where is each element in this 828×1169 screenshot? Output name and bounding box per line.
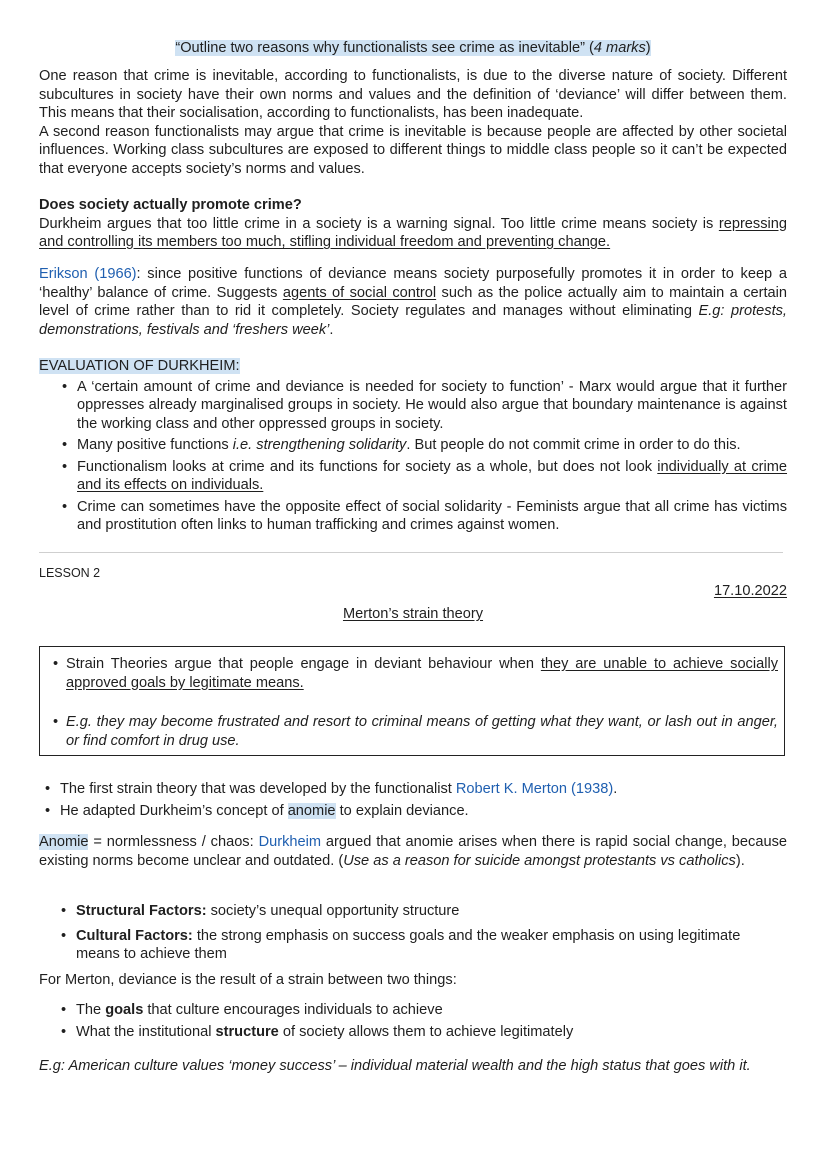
merton-citation: Robert K. Merton (1938) bbox=[455, 781, 614, 797]
list-item: • What the institutional structure of society allows them to achieve legitimately bbox=[61, 1023, 574, 1040]
erikson-paragraph: Erikson (1966): since positive functions of deviance means society purposefully promotes it in order to keep a ‘healthy’ balance of crime. Suggests agents of social control such as the police actually aim to maintain a certain level of crime rather than to rid it completely. Society regulates and manages without eliminating E.g: protests, demonstrations, festivals and ‘freshers week’. bbox=[39, 266, 787, 338]
lesson-label: LESSON 2 bbox=[39, 566, 101, 580]
list-item: • Cultural Factors: the strong emphasis on success goals and the weaker emphasis on using legitimate means to achieve them bbox=[61, 927, 741, 962]
promote-section bbox=[39, 196, 787, 252]
evaluation-section bbox=[39, 357, 787, 535]
erikson-section bbox=[39, 265, 787, 339]
promote-text: Durkheim argues that too little crime in a society is a warning signal. Too little crime means society is repressing and controlling its members too much, stifling individual freedom and preventing change. bbox=[39, 215, 787, 250]
strain-intro: For Merton, deviance is the result of a strain between two things: bbox=[39, 972, 457, 988]
list-item: • Structural Factors: society’s unequal opportunity structure bbox=[61, 903, 460, 919]
example-text: E.g: American culture values ‘money success’ – individual material wealth and the high status that goes with it. bbox=[39, 1058, 751, 1074]
list-item: • Strain Theories argue that people engage in deviant behaviour when they are unable to achieve socially approved goals by legitimate means. bbox=[53, 656, 778, 691]
strain-definition-box bbox=[39, 646, 785, 756]
lesson-title: Merton’s strain theory bbox=[342, 606, 484, 622]
answer-paragraph-2: A second reason functionalists may argue that crime is inevitable is because people are affected by other societal influences. Working class subcultures are exposed to different things to middle class people so it can’t be expected that everyone accepts society’s norms and values. bbox=[39, 123, 787, 177]
strain-list bbox=[39, 1001, 787, 1041]
lesson-date: 17.10.2022 bbox=[713, 583, 787, 599]
list-item: • Many positive functions i.e. strengthening solidarity. But people do not commit crime in order to do this. bbox=[62, 437, 741, 453]
list-item: • E.g. they may become frustrated and resort to criminal means of getting what they want, or lash out in anger, or find comfort in drug use. bbox=[53, 714, 778, 749]
list-item: • Functionalism looks at crime and its functions for society as a whole, but does not look individually at crime and its effects on individuals. bbox=[62, 458, 788, 493]
question-title: “Outline two reasons why functionalists see crime as inevitable” (4 marks) bbox=[175, 40, 651, 56]
evaluation-heading: EVALUATION OF DURKHEIM: bbox=[39, 358, 240, 374]
answer-section bbox=[39, 67, 787, 178]
list-item: • A ‘certain amount of crime and deviance is needed for society to function’ - Marx would argue that it further oppresses already marginalised groups in society. He would also argue that boundary maintenance is against the working class and other oppressed groups in society. bbox=[62, 378, 787, 432]
anomie-paragraph: Anomie = normlessness / chaos: Durkheim argued that anomie arises when there is rapid social change, because existing norms become unclear and outdated. (Use as a reason for suicide amongst protestants vs catholics). bbox=[39, 834, 787, 869]
evaluation-list bbox=[39, 378, 787, 535]
factors-list bbox=[39, 902, 787, 964]
list-item: • The goals that culture encourages individuals to achieve bbox=[61, 1002, 443, 1018]
list-item: • Crime can sometimes have the opposite effect of social solidarity - Feminists argue that all crime has victims and prostitution often links to human trafficking and crimes against women. bbox=[62, 498, 787, 533]
promote-heading: Does society actually promote crime? bbox=[39, 197, 302, 213]
list-item: • The first strain theory that was developed by the functionalist Robert K. Merton (1938). bbox=[45, 781, 618, 797]
merton-list bbox=[39, 780, 787, 820]
section-divider bbox=[39, 552, 783, 553]
answer-paragraph-1: One reason that crime is inevitable, according to functionalists, is due to the diverse nature of society. Different subcultures in society have their own norms and values and the definition of ‘deviance’ will differ between them. This means that their socialisation, according to functionalists, has been inadequate. bbox=[39, 68, 787, 121]
list-item: • He adapted Durkheim’s concept of anomie to explain deviance. bbox=[45, 802, 469, 819]
erikson-citation: Erikson (1966) bbox=[39, 266, 137, 282]
